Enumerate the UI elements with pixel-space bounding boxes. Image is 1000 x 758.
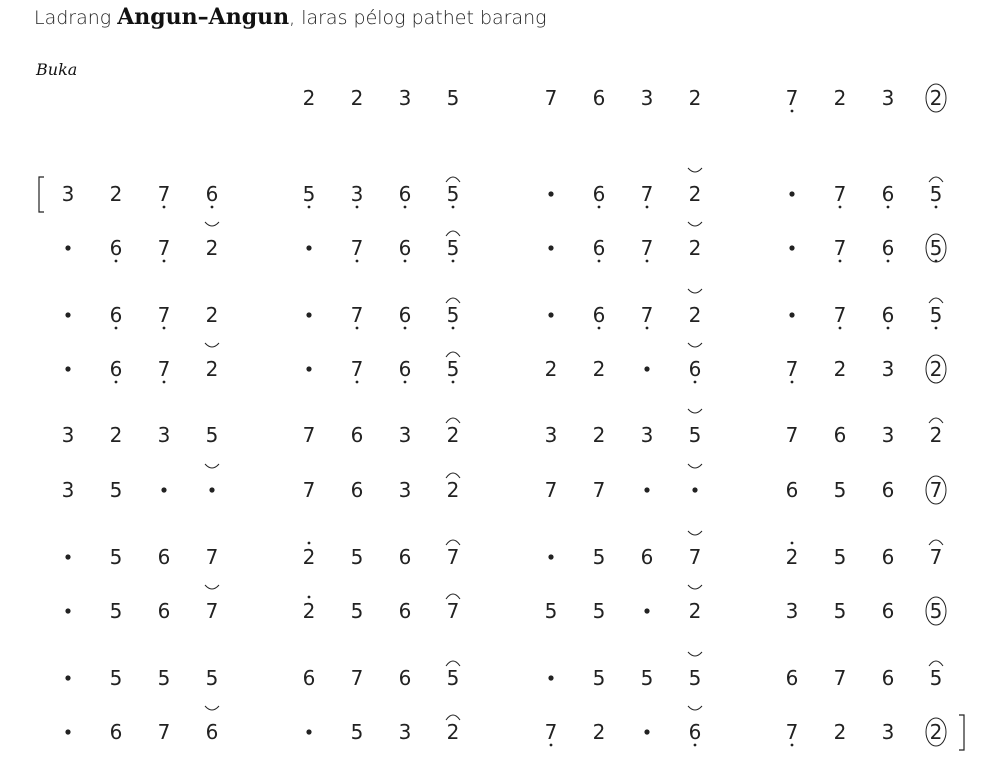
- rest-dot: [644, 366, 649, 371]
- rest-dot: [209, 487, 214, 492]
- note-5: 5: [109, 666, 123, 690]
- note-3: 3: [785, 599, 799, 623]
- kenong-mark: [688, 222, 702, 226]
- low-octave-dot: [646, 327, 649, 330]
- title-prefix: Ladrang: [34, 7, 118, 29]
- note-7: 7: [350, 236, 364, 260]
- note-2: 2: [929, 357, 943, 381]
- rest-dot: [65, 366, 70, 371]
- kenong-mark: [205, 706, 219, 710]
- low-octave-dot: [163, 327, 166, 330]
- note-7: 7: [157, 182, 171, 206]
- rest-dot: [65, 554, 70, 559]
- note-5: 5: [688, 666, 702, 690]
- note-3: 3: [61, 423, 75, 447]
- low-octave-dot: [550, 744, 553, 747]
- note-5: 5: [929, 182, 943, 206]
- low-octave-dot: [115, 381, 118, 384]
- kenong-mark: [205, 343, 219, 347]
- rest-dot: [65, 729, 70, 734]
- note-6: 6: [109, 303, 123, 327]
- note-6: 6: [157, 599, 171, 623]
- note-6: 6: [592, 182, 606, 206]
- note-5: 5: [446, 666, 460, 690]
- note-2: 2: [446, 478, 460, 502]
- high-octave-dot: [791, 542, 794, 545]
- note-2: 2: [833, 357, 847, 381]
- note-7: 7: [640, 303, 654, 327]
- rest-dot: [789, 191, 794, 196]
- note-5: 5: [929, 236, 943, 260]
- low-octave-dot: [598, 206, 601, 209]
- low-octave-dot: [356, 206, 359, 209]
- note-7: 7: [446, 545, 460, 569]
- section-label-buka: Buka: [36, 60, 78, 79]
- note-2: 2: [688, 599, 702, 623]
- note-3: 3: [881, 720, 895, 744]
- note-6: 6: [350, 423, 364, 447]
- note-6: 6: [350, 478, 364, 502]
- note-5: 5: [833, 545, 847, 569]
- note-5: 5: [109, 599, 123, 623]
- note-6: 6: [205, 182, 219, 206]
- low-octave-dot: [598, 327, 601, 330]
- note-6: 6: [398, 599, 412, 623]
- note-7: 7: [833, 666, 847, 690]
- kenong-mark: [688, 464, 702, 468]
- note-7: 7: [302, 478, 316, 502]
- high-octave-dot: [308, 596, 311, 599]
- low-octave-dot: [163, 206, 166, 209]
- note-5: 5: [688, 423, 702, 447]
- note-7: 7: [205, 545, 219, 569]
- rest-dot: [161, 487, 166, 492]
- note-3: 3: [61, 182, 75, 206]
- note-5: 5: [350, 720, 364, 744]
- note-6: 6: [398, 182, 412, 206]
- note-3: 3: [881, 86, 895, 110]
- rest-dot: [65, 245, 70, 250]
- note-5: 5: [109, 545, 123, 569]
- note-5: 5: [350, 599, 364, 623]
- note-3: 3: [640, 423, 654, 447]
- note-7: 7: [157, 720, 171, 744]
- note-7: 7: [785, 720, 799, 744]
- note-7: 7: [833, 303, 847, 327]
- rest-dot: [65, 312, 70, 317]
- kenong-mark: [688, 531, 702, 535]
- rest-dot: [65, 675, 70, 680]
- note-2: 2: [205, 357, 219, 381]
- low-octave-dot: [404, 327, 407, 330]
- note-3: 3: [881, 423, 895, 447]
- note-5: 5: [640, 666, 654, 690]
- rest-dot: [548, 675, 553, 680]
- low-octave-dot: [404, 381, 407, 384]
- note-3: 3: [350, 182, 364, 206]
- note-2: 2: [205, 236, 219, 260]
- note-5: 5: [833, 599, 847, 623]
- rest-dot: [306, 729, 311, 734]
- low-octave-dot: [452, 260, 455, 263]
- note-6: 6: [398, 666, 412, 690]
- note-6: 6: [398, 545, 412, 569]
- kenong-mark: [205, 585, 219, 589]
- rest-dot: [306, 366, 311, 371]
- note-5: 5: [350, 545, 364, 569]
- low-octave-dot: [791, 381, 794, 384]
- note-6: 6: [688, 357, 702, 381]
- note-5: 5: [302, 182, 316, 206]
- note-5: 5: [109, 478, 123, 502]
- note-7: 7: [592, 478, 606, 502]
- note-6: 6: [881, 236, 895, 260]
- low-octave-dot: [356, 327, 359, 330]
- note-7: 7: [544, 478, 558, 502]
- note-2: 2: [592, 357, 606, 381]
- low-octave-dot: [356, 381, 359, 384]
- note-2: 2: [302, 86, 316, 110]
- note-7: 7: [544, 720, 558, 744]
- note-7: 7: [157, 303, 171, 327]
- high-octave-dot: [308, 542, 311, 545]
- low-octave-dot: [935, 327, 938, 330]
- low-octave-dot: [598, 260, 601, 263]
- low-octave-dot: [887, 206, 890, 209]
- low-octave-dot: [694, 744, 697, 747]
- note-6: 6: [398, 357, 412, 381]
- kenong-mark: [688, 652, 702, 656]
- low-octave-dot: [211, 206, 214, 209]
- note-2: 2: [929, 86, 943, 110]
- note-6: 6: [688, 720, 702, 744]
- note-5: 5: [446, 86, 460, 110]
- note-5: 5: [929, 599, 943, 623]
- kenong-mark: [688, 706, 702, 710]
- low-octave-dot: [839, 206, 842, 209]
- low-octave-dot: [404, 206, 407, 209]
- note-2: 2: [302, 599, 316, 623]
- rest-dot: [789, 245, 794, 250]
- note-2: 2: [446, 720, 460, 744]
- note-7: 7: [929, 478, 943, 502]
- low-octave-dot: [115, 260, 118, 263]
- note-2: 2: [688, 86, 702, 110]
- rest-dot: [306, 312, 311, 317]
- rest-dot: [548, 191, 553, 196]
- note-2: 2: [592, 720, 606, 744]
- low-octave-dot: [887, 260, 890, 263]
- low-octave-dot: [404, 260, 407, 263]
- note-7: 7: [544, 86, 558, 110]
- rest-dot: [789, 312, 794, 317]
- note-5: 5: [833, 478, 847, 502]
- note-2: 2: [544, 357, 558, 381]
- kenong-mark: [688, 343, 702, 347]
- note-6: 6: [833, 423, 847, 447]
- note-2: 2: [205, 303, 219, 327]
- low-octave-dot: [791, 744, 794, 747]
- note-6: 6: [157, 545, 171, 569]
- note-6: 6: [881, 182, 895, 206]
- note-7: 7: [785, 423, 799, 447]
- note-3: 3: [544, 423, 558, 447]
- low-octave-dot: [452, 327, 455, 330]
- note-6: 6: [785, 478, 799, 502]
- note-3: 3: [61, 478, 75, 502]
- note-6: 6: [398, 303, 412, 327]
- rest-dot: [548, 245, 553, 250]
- kenong-mark: [688, 585, 702, 589]
- note-7: 7: [350, 303, 364, 327]
- low-octave-dot: [839, 327, 842, 330]
- note-5: 5: [929, 666, 943, 690]
- note-3: 3: [157, 423, 171, 447]
- note-6: 6: [398, 236, 412, 260]
- note-7: 7: [640, 236, 654, 260]
- rest-dot: [306, 245, 311, 250]
- note-2: 2: [350, 86, 364, 110]
- kenong-mark: [688, 168, 702, 172]
- note-7: 7: [833, 236, 847, 260]
- note-3: 3: [398, 423, 412, 447]
- note-3: 3: [398, 478, 412, 502]
- rest-dot: [692, 487, 697, 492]
- note-6: 6: [881, 666, 895, 690]
- note-2: 2: [688, 303, 702, 327]
- rest-dot: [65, 608, 70, 613]
- note-2: 2: [109, 423, 123, 447]
- note-6: 6: [592, 303, 606, 327]
- note-5: 5: [929, 303, 943, 327]
- rest-dot: [644, 608, 649, 613]
- rest-dot: [644, 487, 649, 492]
- note-2: 2: [688, 182, 702, 206]
- note-5: 5: [592, 599, 606, 623]
- low-octave-dot: [839, 260, 842, 263]
- repeat-end-bracket: [959, 715, 964, 750]
- note-7: 7: [640, 182, 654, 206]
- low-octave-dot: [452, 381, 455, 384]
- note-7: 7: [688, 545, 702, 569]
- note-7: 7: [785, 86, 799, 110]
- note-6: 6: [109, 720, 123, 744]
- note-6: 6: [785, 666, 799, 690]
- note-3: 3: [398, 86, 412, 110]
- note-6: 6: [592, 236, 606, 260]
- note-7: 7: [205, 599, 219, 623]
- rest-dot: [548, 312, 553, 317]
- low-octave-dot: [308, 206, 311, 209]
- note-5: 5: [592, 545, 606, 569]
- note-6: 6: [881, 303, 895, 327]
- note-5: 5: [446, 303, 460, 327]
- note-7: 7: [785, 357, 799, 381]
- note-5: 5: [544, 599, 558, 623]
- note-5: 5: [592, 666, 606, 690]
- repeat-start-bracket: [39, 177, 44, 212]
- note-7: 7: [157, 236, 171, 260]
- note-6: 6: [640, 545, 654, 569]
- note-2: 2: [929, 720, 943, 744]
- low-octave-dot: [163, 381, 166, 384]
- note-3: 3: [881, 357, 895, 381]
- note-7: 7: [446, 599, 460, 623]
- note-5: 5: [205, 423, 219, 447]
- title-name: Angun–Angun: [117, 4, 290, 30]
- note-3: 3: [398, 720, 412, 744]
- kenong-mark: [205, 464, 219, 468]
- kenong-mark: [688, 409, 702, 413]
- note-6: 6: [109, 236, 123, 260]
- low-octave-dot: [356, 260, 359, 263]
- note-2: 2: [833, 720, 847, 744]
- note-7: 7: [157, 357, 171, 381]
- note-5: 5: [446, 357, 460, 381]
- note-5: 5: [205, 666, 219, 690]
- note-6: 6: [205, 720, 219, 744]
- low-octave-dot: [115, 327, 118, 330]
- kenong-mark: [205, 222, 219, 226]
- note-6: 6: [881, 478, 895, 502]
- low-octave-dot: [887, 327, 890, 330]
- note-2: 2: [109, 182, 123, 206]
- low-octave-dot: [694, 381, 697, 384]
- note-2: 2: [688, 236, 702, 260]
- note-6: 6: [302, 666, 316, 690]
- note-5: 5: [446, 236, 460, 260]
- note-7: 7: [833, 182, 847, 206]
- note-5: 5: [157, 666, 171, 690]
- note-6: 6: [109, 357, 123, 381]
- note-2: 2: [929, 423, 943, 447]
- low-octave-dot: [791, 110, 794, 113]
- note-2: 2: [302, 545, 316, 569]
- note-6: 6: [881, 599, 895, 623]
- note-7: 7: [302, 423, 316, 447]
- note-2: 2: [592, 423, 606, 447]
- note-6: 6: [592, 86, 606, 110]
- note-7: 7: [929, 545, 943, 569]
- note-7: 7: [350, 666, 364, 690]
- low-octave-dot: [646, 206, 649, 209]
- kenong-mark: [688, 289, 702, 293]
- note-3: 3: [640, 86, 654, 110]
- rest-dot: [644, 729, 649, 734]
- low-octave-dot: [163, 260, 166, 263]
- note-5: 5: [446, 182, 460, 206]
- note-2: 2: [446, 423, 460, 447]
- note-2: 2: [833, 86, 847, 110]
- low-octave-dot: [935, 206, 938, 209]
- note-7: 7: [350, 357, 364, 381]
- note-2: 2: [785, 545, 799, 569]
- title-suffix: , laras pélog pathet barang: [289, 7, 547, 29]
- note-6: 6: [881, 545, 895, 569]
- rest-dot: [548, 554, 553, 559]
- low-octave-dot: [452, 206, 455, 209]
- low-octave-dot: [646, 260, 649, 263]
